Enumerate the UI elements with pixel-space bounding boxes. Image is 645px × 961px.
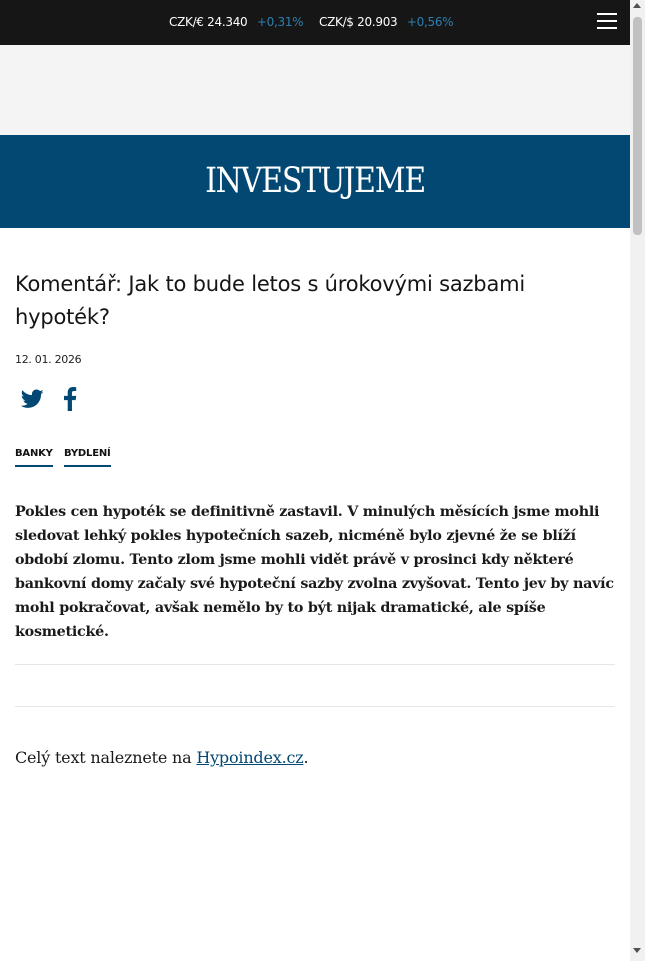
- ticker-eur: [169, 0, 303, 45]
- site-logo[interactable]: INVESTUJEME: [205, 161, 425, 201]
- tag-banky[interactable]: BANKY: [15, 448, 53, 467]
- ticker-usd-pair: CZK/$: [319, 15, 354, 29]
- article-date: 12. 01. 2026: [15, 353, 82, 366]
- scrollbar-thumb[interactable]: [633, 17, 642, 235]
- brand-header: [0, 135, 630, 228]
- divider: [15, 706, 615, 707]
- facebook-icon[interactable]: [63, 387, 77, 411]
- ticker-usd: [319, 0, 453, 45]
- hamburger-icon[interactable]: [597, 13, 617, 31]
- divider: [15, 664, 615, 665]
- scroll-up-arrow-icon[interactable]: [633, 3, 641, 8]
- ticker-usd-change: +0,56%: [406, 15, 454, 29]
- article-body: Pokles cen hypoték se definitivně zastavil. V minulých měsících jsme mohli sledovat lehký pokles hypotečních sazeb, nicméně bylo zjevné že se blíží období zlomu. Tento zlom jsme mohli vidět právě v prosinci kdy některé bankovní domy začaly své hypoteční sazby zvolna zvyšovat. Tento jev by navíc mohl pokračovat, avšak nemělo by to být nijak dramatické, ale spíše kosmetické.: [15, 504, 614, 640]
- twitter-icon[interactable]: [21, 387, 44, 411]
- source-suffix: .: [303, 748, 309, 767]
- source-note: [15, 748, 308, 767]
- ticker-eur-rate: 24.340: [207, 15, 248, 29]
- tag-bydleni[interactable]: BYDLENÍ: [64, 448, 111, 467]
- article-title: Komentář: Jak to bude letos s úrokovými sazbami hypoték?: [15, 272, 526, 329]
- top-bar: [0, 0, 630, 45]
- scroll-down-arrow-icon[interactable]: [633, 948, 641, 953]
- source-prefix: Celý text naleznete na: [15, 748, 197, 767]
- ad-space: [0, 45, 630, 135]
- ticker-eur-change: +0,31%: [256, 15, 304, 29]
- ticker-usd-rate: 20.903: [357, 15, 398, 29]
- source-link[interactable]: Hypoindex.cz: [196, 748, 304, 767]
- ticker-eur-pair: CZK/€: [169, 15, 204, 29]
